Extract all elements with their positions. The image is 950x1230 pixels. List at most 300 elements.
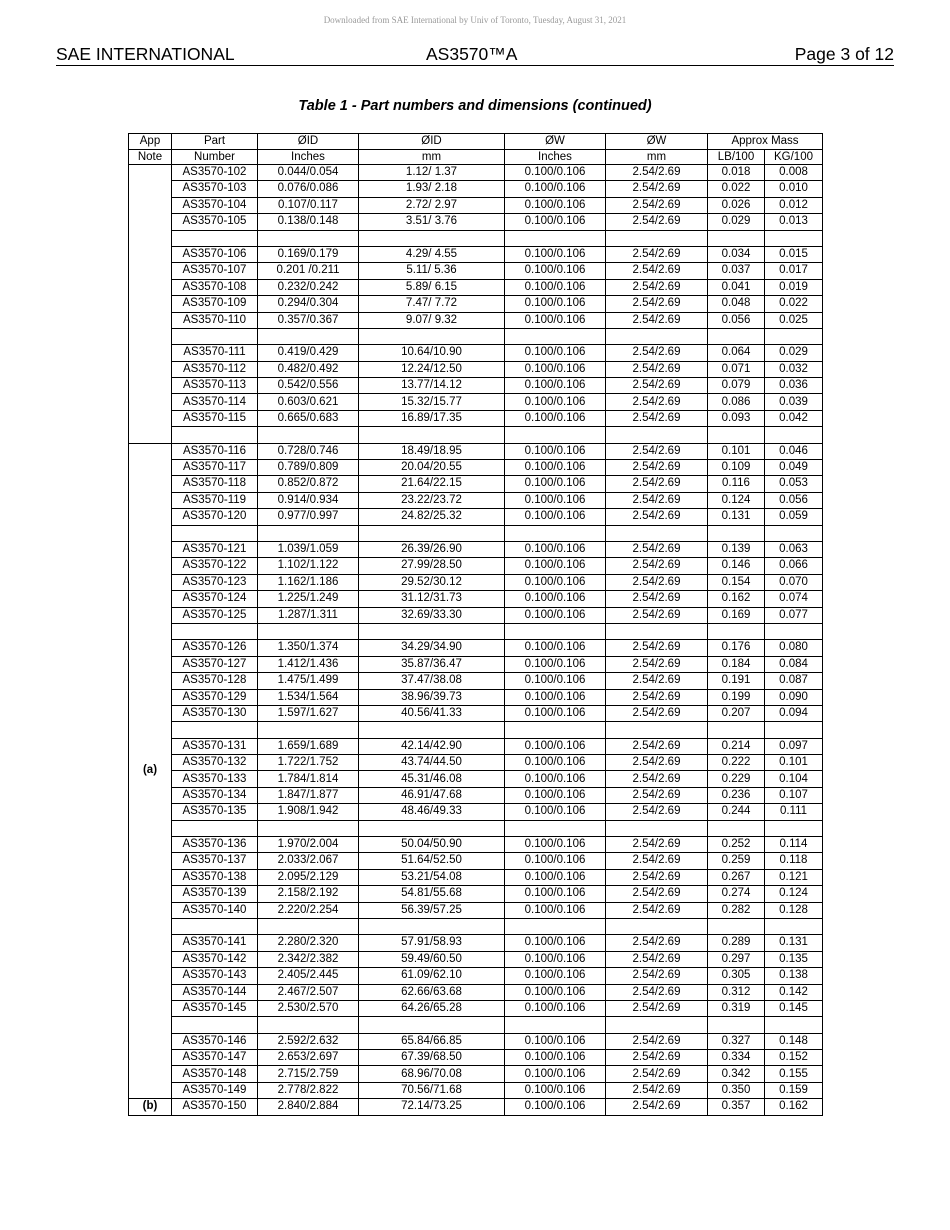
col-header-id-mm: ØID [359, 134, 505, 150]
cell-mass-kg100: 0.090 [765, 689, 823, 705]
cell-w-mm [606, 427, 708, 443]
cell-id-inches: 0.789/0.809 [258, 460, 359, 476]
cell-id-mm: 42.14/42.90 [359, 738, 505, 754]
col-subheader-w-inches: Inches [505, 149, 606, 165]
app-note-cell-b: (b) [129, 1099, 172, 1115]
cell-mass-lb100: 0.124 [708, 492, 765, 508]
header-row [129, 134, 823, 150]
cell-part-number: AS3570-103 [172, 181, 258, 197]
col-header-w-mm: ØW [606, 134, 708, 150]
cell-id-mm: 45.31/46.08 [359, 771, 505, 787]
cell-w-mm [606, 1017, 708, 1033]
cell-w-mm: 2.54/2.69 [606, 787, 708, 803]
cell-id-inches: 1.412/1.436 [258, 656, 359, 672]
spacer-row [129, 820, 823, 836]
cell-id-mm: 48.46/49.33 [359, 804, 505, 820]
table-row [129, 214, 823, 230]
cell-w-inches: 0.100/0.106 [505, 492, 606, 508]
cell-w-inches: 0.100/0.106 [505, 443, 606, 459]
header-row-units [129, 149, 823, 165]
cell-part-number: AS3570-119 [172, 492, 258, 508]
cell-id-mm: 5.89/ 6.15 [359, 279, 505, 295]
cell-part-number [172, 525, 258, 541]
cell-w-inches [505, 1017, 606, 1033]
cell-mass-kg100: 0.124 [765, 886, 823, 902]
cell-id-mm: 37.47/38.08 [359, 673, 505, 689]
cell-w-inches: 0.100/0.106 [505, 1099, 606, 1115]
cell-w-inches [505, 623, 606, 639]
cell-mass-kg100: 0.074 [765, 591, 823, 607]
cell-id-inches: 1.039/1.059 [258, 541, 359, 557]
cell-part-number: AS3570-113 [172, 378, 258, 394]
cell-id-inches: 0.482/0.492 [258, 361, 359, 377]
cell-w-mm: 2.54/2.69 [606, 296, 708, 312]
cell-id-mm: 27.99/28.50 [359, 558, 505, 574]
cell-w-mm: 2.54/2.69 [606, 476, 708, 492]
cell-id-inches: 0.977/0.997 [258, 509, 359, 525]
cell-w-mm: 2.54/2.69 [606, 1050, 708, 1066]
cell-mass-lb100: 0.086 [708, 394, 765, 410]
cell-id-inches: 2.778/2.822 [258, 1082, 359, 1098]
cell-part-number [172, 918, 258, 934]
cell-mass-lb100: 0.026 [708, 197, 765, 213]
cell-part-number: AS3570-118 [172, 476, 258, 492]
cell-id-inches [258, 525, 359, 541]
cell-w-inches: 0.100/0.106 [505, 165, 606, 181]
cell-w-mm: 2.54/2.69 [606, 1099, 708, 1115]
cell-id-mm: 2.72/ 2.97 [359, 197, 505, 213]
cell-id-mm: 26.39/26.90 [359, 541, 505, 557]
cell-w-mm: 2.54/2.69 [606, 263, 708, 279]
cell-w-mm: 2.54/2.69 [606, 755, 708, 771]
cell-id-inches: 1.475/1.499 [258, 673, 359, 689]
cell-id-inches: 0.201 /0.211 [258, 263, 359, 279]
cell-mass-lb100: 0.034 [708, 246, 765, 262]
cell-mass-kg100: 0.010 [765, 181, 823, 197]
cell-mass-kg100: 0.059 [765, 509, 823, 525]
cell-mass-lb100 [708, 328, 765, 344]
cell-w-inches: 0.100/0.106 [505, 279, 606, 295]
cell-id-inches: 1.597/1.627 [258, 705, 359, 721]
col-subheader-lb100: LB/100 [708, 149, 765, 165]
cell-mass-kg100: 0.039 [765, 394, 823, 410]
cell-w-inches [505, 722, 606, 738]
cell-part-number: AS3570-150 [172, 1099, 258, 1115]
cell-id-mm [359, 722, 505, 738]
cell-id-inches: 1.287/1.311 [258, 607, 359, 623]
cell-id-mm: 12.24/12.50 [359, 361, 505, 377]
cell-part-number: AS3570-137 [172, 853, 258, 869]
cell-id-inches: 2.653/2.697 [258, 1050, 359, 1066]
cell-id-mm: 72.14/73.25 [359, 1099, 505, 1115]
cell-id-mm: 3.51/ 3.76 [359, 214, 505, 230]
col-subheader-w-mm: mm [606, 149, 708, 165]
cell-mass-lb100: 0.041 [708, 279, 765, 295]
table-row [129, 1082, 823, 1098]
spacer-row [129, 328, 823, 344]
cell-id-mm: 4.29/ 4.55 [359, 246, 505, 262]
cell-id-inches: 2.715/2.759 [258, 1066, 359, 1082]
cell-mass-kg100: 0.138 [765, 968, 823, 984]
cell-part-number: AS3570-123 [172, 574, 258, 590]
cell-mass-lb100: 0.029 [708, 214, 765, 230]
cell-id-inches: 2.280/2.320 [258, 935, 359, 951]
cell-mass-kg100: 0.131 [765, 935, 823, 951]
cell-w-inches: 0.100/0.106 [505, 607, 606, 623]
cell-id-mm [359, 230, 505, 246]
cell-w-mm: 2.54/2.69 [606, 394, 708, 410]
cell-id-mm: 38.96/39.73 [359, 689, 505, 705]
cell-id-mm: 10.64/10.90 [359, 345, 505, 361]
cell-w-mm: 2.54/2.69 [606, 181, 708, 197]
app-note-cell-blank [129, 165, 172, 444]
cell-w-mm: 2.54/2.69 [606, 689, 708, 705]
cell-mass-kg100: 0.162 [765, 1099, 823, 1115]
cell-id-inches [258, 1017, 359, 1033]
table-row [129, 509, 823, 525]
cell-id-mm: 9.07/ 9.32 [359, 312, 505, 328]
cell-part-number [172, 1017, 258, 1033]
cell-id-inches: 0.852/0.872 [258, 476, 359, 492]
cell-mass-kg100: 0.077 [765, 607, 823, 623]
cell-mass-kg100: 0.155 [765, 1066, 823, 1082]
cell-mass-kg100: 0.029 [765, 345, 823, 361]
cell-part-number: AS3570-102 [172, 165, 258, 181]
cell-w-mm: 2.54/2.69 [606, 738, 708, 754]
cell-id-inches: 0.603/0.621 [258, 394, 359, 410]
cell-mass-kg100: 0.056 [765, 492, 823, 508]
cell-id-mm: 43.74/44.50 [359, 755, 505, 771]
cell-part-number [172, 230, 258, 246]
cell-part-number: AS3570-130 [172, 705, 258, 721]
cell-w-inches: 0.100/0.106 [505, 673, 606, 689]
table-row [129, 410, 823, 426]
cell-id-inches: 0.914/0.934 [258, 492, 359, 508]
cell-part-number: AS3570-148 [172, 1066, 258, 1082]
cell-id-mm: 13.77/14.12 [359, 378, 505, 394]
cell-w-inches: 0.100/0.106 [505, 640, 606, 656]
cell-mass-lb100 [708, 918, 765, 934]
cell-part-number: AS3570-149 [172, 1082, 258, 1098]
cell-mass-lb100: 0.093 [708, 410, 765, 426]
cell-w-mm: 2.54/2.69 [606, 591, 708, 607]
cell-mass-kg100: 0.019 [765, 279, 823, 295]
cell-part-number [172, 722, 258, 738]
cell-w-inches [505, 230, 606, 246]
cell-id-mm: 54.81/55.68 [359, 886, 505, 902]
cell-mass-lb100: 0.289 [708, 935, 765, 951]
cell-w-inches: 0.100/0.106 [505, 574, 606, 590]
cell-w-inches [505, 918, 606, 934]
table-row [129, 902, 823, 918]
spacer-row [129, 525, 823, 541]
cell-w-mm: 2.54/2.69 [606, 1033, 708, 1049]
cell-id-inches: 2.342/2.382 [258, 951, 359, 967]
cell-id-mm [359, 427, 505, 443]
table-row [129, 541, 823, 557]
cell-mass-kg100 [765, 820, 823, 836]
table-row [129, 460, 823, 476]
cell-id-inches: 1.102/1.122 [258, 558, 359, 574]
cell-w-inches: 0.100/0.106 [505, 197, 606, 213]
cell-id-mm: 34.29/34.90 [359, 640, 505, 656]
cell-part-number [172, 328, 258, 344]
cell-id-inches: 2.530/2.570 [258, 1000, 359, 1016]
cell-part-number: AS3570-131 [172, 738, 258, 754]
cell-id-mm: 62.66/63.68 [359, 984, 505, 1000]
table-row [129, 869, 823, 885]
cell-id-mm [359, 820, 505, 836]
cell-mass-lb100: 0.259 [708, 853, 765, 869]
cell-id-inches [258, 427, 359, 443]
cell-mass-kg100: 0.111 [765, 804, 823, 820]
table-row [129, 886, 823, 902]
cell-part-number: AS3570-141 [172, 935, 258, 951]
table-row [129, 771, 823, 787]
cell-w-inches: 0.100/0.106 [505, 591, 606, 607]
table-row [129, 263, 823, 279]
table-row [129, 1066, 823, 1082]
cell-mass-lb100: 0.101 [708, 443, 765, 459]
cell-mass-kg100 [765, 722, 823, 738]
cell-id-mm: 29.52/30.12 [359, 574, 505, 590]
cell-w-mm: 2.54/2.69 [606, 640, 708, 656]
cell-part-number: AS3570-146 [172, 1033, 258, 1049]
cell-id-inches: 2.158/2.192 [258, 886, 359, 902]
cell-id-inches [258, 820, 359, 836]
cell-w-mm: 2.54/2.69 [606, 771, 708, 787]
cell-w-mm: 2.54/2.69 [606, 558, 708, 574]
table-row [129, 837, 823, 853]
cell-id-inches: 1.350/1.374 [258, 640, 359, 656]
col-header-part-number: Part [172, 134, 258, 150]
cell-id-mm: 51.64/52.50 [359, 853, 505, 869]
table-row [129, 591, 823, 607]
table-row [129, 443, 823, 459]
cell-mass-lb100: 0.327 [708, 1033, 765, 1049]
table-row [129, 558, 823, 574]
cell-part-number [172, 820, 258, 836]
cell-id-mm: 67.39/68.50 [359, 1050, 505, 1066]
page-header [56, 44, 894, 66]
cell-id-inches: 0.138/0.148 [258, 214, 359, 230]
cell-mass-kg100: 0.042 [765, 410, 823, 426]
table-row [129, 492, 823, 508]
table-row [129, 1000, 823, 1016]
cell-id-inches: 1.225/1.249 [258, 591, 359, 607]
col-header-w-inches: ØW [505, 134, 606, 150]
cell-id-inches: 0.232/0.242 [258, 279, 359, 295]
cell-mass-kg100: 0.107 [765, 787, 823, 803]
cell-mass-lb100: 0.169 [708, 607, 765, 623]
cell-id-mm: 59.49/60.50 [359, 951, 505, 967]
cell-mass-kg100: 0.097 [765, 738, 823, 754]
document-number: AS3570™A [426, 44, 518, 64]
cell-id-mm: 20.04/20.55 [359, 460, 505, 476]
cell-mass-lb100: 0.199 [708, 689, 765, 705]
cell-part-number: AS3570-124 [172, 591, 258, 607]
col-subheader-app-note: Note [129, 149, 172, 165]
cell-id-mm [359, 525, 505, 541]
spacer-row [129, 722, 823, 738]
cell-mass-kg100: 0.121 [765, 869, 823, 885]
cell-part-number: AS3570-126 [172, 640, 258, 656]
cell-id-inches: 0.044/0.054 [258, 165, 359, 181]
cell-w-inches: 0.100/0.106 [505, 476, 606, 492]
cell-id-mm: 23.22/23.72 [359, 492, 505, 508]
app-note-cell-a: (a) [129, 443, 172, 1099]
cell-part-number: AS3570-117 [172, 460, 258, 476]
cell-id-mm: 53.21/54.08 [359, 869, 505, 885]
cell-w-inches: 0.100/0.106 [505, 394, 606, 410]
cell-part-number: AS3570-142 [172, 951, 258, 967]
cell-mass-kg100: 0.012 [765, 197, 823, 213]
cell-mass-lb100: 0.109 [708, 460, 765, 476]
cell-mass-lb100: 0.139 [708, 541, 765, 557]
cell-id-mm [359, 918, 505, 934]
cell-w-inches [505, 820, 606, 836]
cell-part-number: AS3570-104 [172, 197, 258, 213]
table-row [129, 197, 823, 213]
cell-id-inches: 1.908/1.942 [258, 804, 359, 820]
cell-mass-kg100: 0.114 [765, 837, 823, 853]
cell-part-number: AS3570-106 [172, 246, 258, 262]
cell-mass-lb100: 0.162 [708, 591, 765, 607]
cell-id-mm: 61.09/62.10 [359, 968, 505, 984]
cell-part-number: AS3570-129 [172, 689, 258, 705]
cell-w-mm [606, 623, 708, 639]
cell-mass-kg100: 0.128 [765, 902, 823, 918]
cell-id-mm: 24.82/25.32 [359, 509, 505, 525]
table-row [129, 246, 823, 262]
cell-id-inches: 0.728/0.746 [258, 443, 359, 459]
cell-w-inches: 0.100/0.106 [505, 460, 606, 476]
cell-part-number: AS3570-120 [172, 509, 258, 525]
table-row [129, 1033, 823, 1049]
cell-mass-lb100: 0.176 [708, 640, 765, 656]
cell-w-mm: 2.54/2.69 [606, 345, 708, 361]
cell-w-mm: 2.54/2.69 [606, 246, 708, 262]
cell-id-inches: 0.357/0.367 [258, 312, 359, 328]
cell-mass-kg100: 0.049 [765, 460, 823, 476]
cell-w-mm [606, 722, 708, 738]
cell-w-mm: 2.54/2.69 [606, 378, 708, 394]
cell-part-number: AS3570-111 [172, 345, 258, 361]
cell-id-inches: 1.534/1.564 [258, 689, 359, 705]
cell-w-inches [505, 427, 606, 443]
spacer-row [129, 623, 823, 639]
cell-id-mm: 57.91/58.93 [359, 935, 505, 951]
page-number: Page 3 of 12 [794, 44, 894, 64]
cell-id-mm [359, 1017, 505, 1033]
cell-mass-lb100: 0.222 [708, 755, 765, 771]
cell-mass-kg100: 0.084 [765, 656, 823, 672]
cell-w-inches: 0.100/0.106 [505, 181, 606, 197]
cell-w-mm: 2.54/2.69 [606, 214, 708, 230]
cell-mass-lb100: 0.184 [708, 656, 765, 672]
cell-mass-kg100: 0.063 [765, 541, 823, 557]
cell-w-mm: 2.54/2.69 [606, 443, 708, 459]
spacer-row [129, 918, 823, 934]
cell-id-inches: 1.659/1.689 [258, 738, 359, 754]
cell-mass-lb100: 0.305 [708, 968, 765, 984]
spacer-row [129, 1017, 823, 1033]
cell-mass-lb100 [708, 525, 765, 541]
table-row [129, 574, 823, 590]
cell-mass-lb100: 0.267 [708, 869, 765, 885]
cell-w-inches: 0.100/0.106 [505, 214, 606, 230]
cell-mass-lb100 [708, 427, 765, 443]
cell-id-mm: 65.84/66.85 [359, 1033, 505, 1049]
cell-mass-kg100 [765, 328, 823, 344]
cell-mass-kg100: 0.053 [765, 476, 823, 492]
cell-w-mm [606, 525, 708, 541]
cell-mass-kg100 [765, 1017, 823, 1033]
cell-id-mm: 5.11/ 5.36 [359, 263, 505, 279]
cell-mass-lb100: 0.297 [708, 951, 765, 967]
cell-id-mm: 32.69/33.30 [359, 607, 505, 623]
cell-part-number: AS3570-115 [172, 410, 258, 426]
table-row [129, 279, 823, 295]
cell-mass-kg100: 0.080 [765, 640, 823, 656]
spacer-row [129, 427, 823, 443]
cell-w-inches: 0.100/0.106 [505, 263, 606, 279]
publisher-name: SAE INTERNATIONAL [56, 44, 235, 64]
cell-mass-kg100 [765, 427, 823, 443]
table-row [129, 394, 823, 410]
cell-id-inches: 1.162/1.186 [258, 574, 359, 590]
cell-w-mm: 2.54/2.69 [606, 541, 708, 557]
cell-w-mm: 2.54/2.69 [606, 312, 708, 328]
cell-part-number: AS3570-139 [172, 886, 258, 902]
cell-mass-lb100: 0.037 [708, 263, 765, 279]
cell-mass-lb100 [708, 820, 765, 836]
cell-mass-lb100: 0.357 [708, 1099, 765, 1115]
table-row [129, 378, 823, 394]
cell-mass-lb100: 0.131 [708, 509, 765, 525]
cell-mass-lb100: 0.191 [708, 673, 765, 689]
cell-mass-lb100: 0.056 [708, 312, 765, 328]
cell-id-mm: 15.32/15.77 [359, 394, 505, 410]
cell-id-inches: 2.095/2.129 [258, 869, 359, 885]
cell-id-mm: 1.93/ 2.18 [359, 181, 505, 197]
cell-id-mm: 64.26/65.28 [359, 1000, 505, 1016]
cell-mass-kg100: 0.015 [765, 246, 823, 262]
cell-mass-lb100: 0.319 [708, 1000, 765, 1016]
cell-part-number: AS3570-105 [172, 214, 258, 230]
cell-mass-lb100: 0.252 [708, 837, 765, 853]
cell-w-mm: 2.54/2.69 [606, 279, 708, 295]
cell-mass-kg100: 0.070 [765, 574, 823, 590]
table-row [129, 1099, 823, 1115]
cell-w-inches: 0.100/0.106 [505, 755, 606, 771]
cell-w-mm: 2.54/2.69 [606, 837, 708, 853]
cell-mass-lb100: 0.207 [708, 705, 765, 721]
col-subheader-id-mm: mm [359, 149, 505, 165]
cell-part-number: AS3570-133 [172, 771, 258, 787]
table-row [129, 755, 823, 771]
cell-part-number: AS3570-143 [172, 968, 258, 984]
table-row [129, 165, 823, 181]
cell-w-inches: 0.100/0.106 [505, 558, 606, 574]
cell-w-mm: 2.54/2.69 [606, 410, 708, 426]
spacer-row [129, 230, 823, 246]
cell-w-mm: 2.54/2.69 [606, 886, 708, 902]
cell-id-mm: 35.87/36.47 [359, 656, 505, 672]
cell-part-number: AS3570-107 [172, 263, 258, 279]
cell-mass-lb100: 0.022 [708, 181, 765, 197]
cell-mass-lb100: 0.229 [708, 771, 765, 787]
